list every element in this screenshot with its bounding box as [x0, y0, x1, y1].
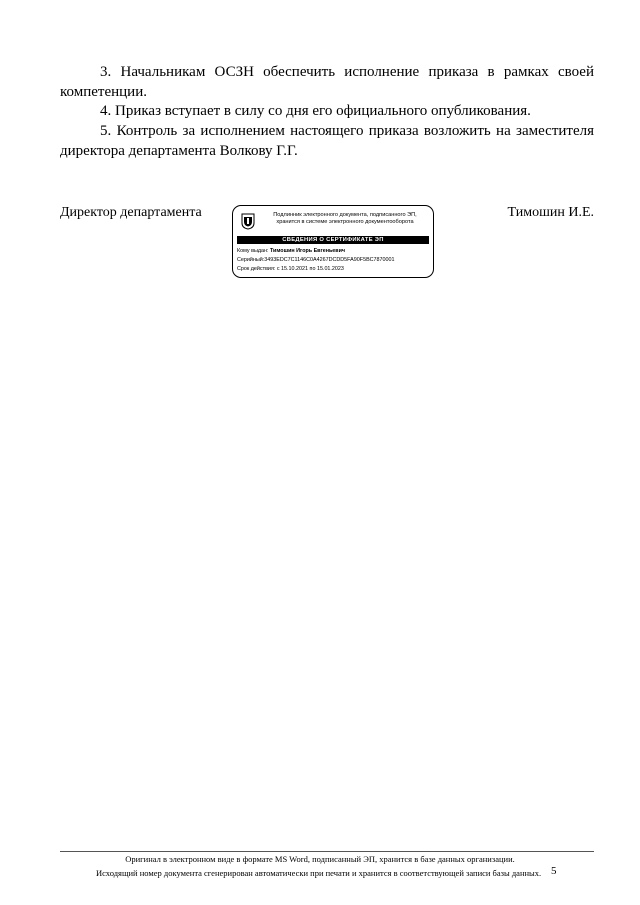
coat-of-arms-icon: [241, 213, 255, 230]
stamp-note: [259, 212, 431, 226]
issued-label: Кому выдан:: [237, 248, 269, 254]
stamp-header: СВЕДЕНИЯ О СЕРТИФИКАТЕ ЭП: [237, 236, 429, 244]
paragraph-5-line-2: директора департамента Волкову Г.Г.: [60, 143, 298, 159]
stamp-note-line-1: Подлинник электронного документа, подписанного ЭП,: [273, 212, 417, 218]
footer-divider: [60, 851, 594, 852]
footer-note-2: Исходящий номер документа сгенерирован автоматически при печати и хранится в соответствующей записи базы данных.: [96, 868, 542, 878]
paragraph-3-line-2: компетенции.: [60, 84, 147, 100]
serial-label: Серийный:: [237, 257, 265, 263]
issued-value: Тимошин Игорь Евгеньевич: [269, 248, 346, 254]
stamp-validity: [237, 266, 344, 273]
serial-value: 3493EDC7C1146C0A4267DCDD5FA90F5BC787000​1: [264, 257, 395, 263]
signatory-position: Директор департамента: [60, 205, 202, 220]
stamp-issued-to: [237, 248, 345, 255]
paragraph-3-line-1: 3. Начальникам ОСЗН обеспечить исполнение приказа в рамках своей: [100, 64, 594, 80]
signatory-name: Тимошин И.Е.: [507, 205, 594, 220]
stamp-serial: [237, 257, 395, 264]
paragraph-5-line-1: 5. Контроль за исполнением настоящего приказа возложить на заместителя: [100, 123, 594, 139]
page-number: 5: [551, 865, 557, 877]
footer-note-1: Оригинал в электронном виде в формате MS Word, подписанный ЭП, хранится в базе данных организации.: [125, 854, 515, 864]
electronic-signature-stamp: [232, 205, 434, 278]
paragraph-4: 4. Приказ вступает в силу со дня его официального опубликования.: [100, 103, 531, 119]
stamp-note-line-2: хранится в системе электронного документооборота: [276, 219, 414, 225]
validity-value: с 15.10.2021 по 15.01.2023: [276, 266, 344, 272]
validity-label: Срок действия:: [237, 266, 276, 272]
